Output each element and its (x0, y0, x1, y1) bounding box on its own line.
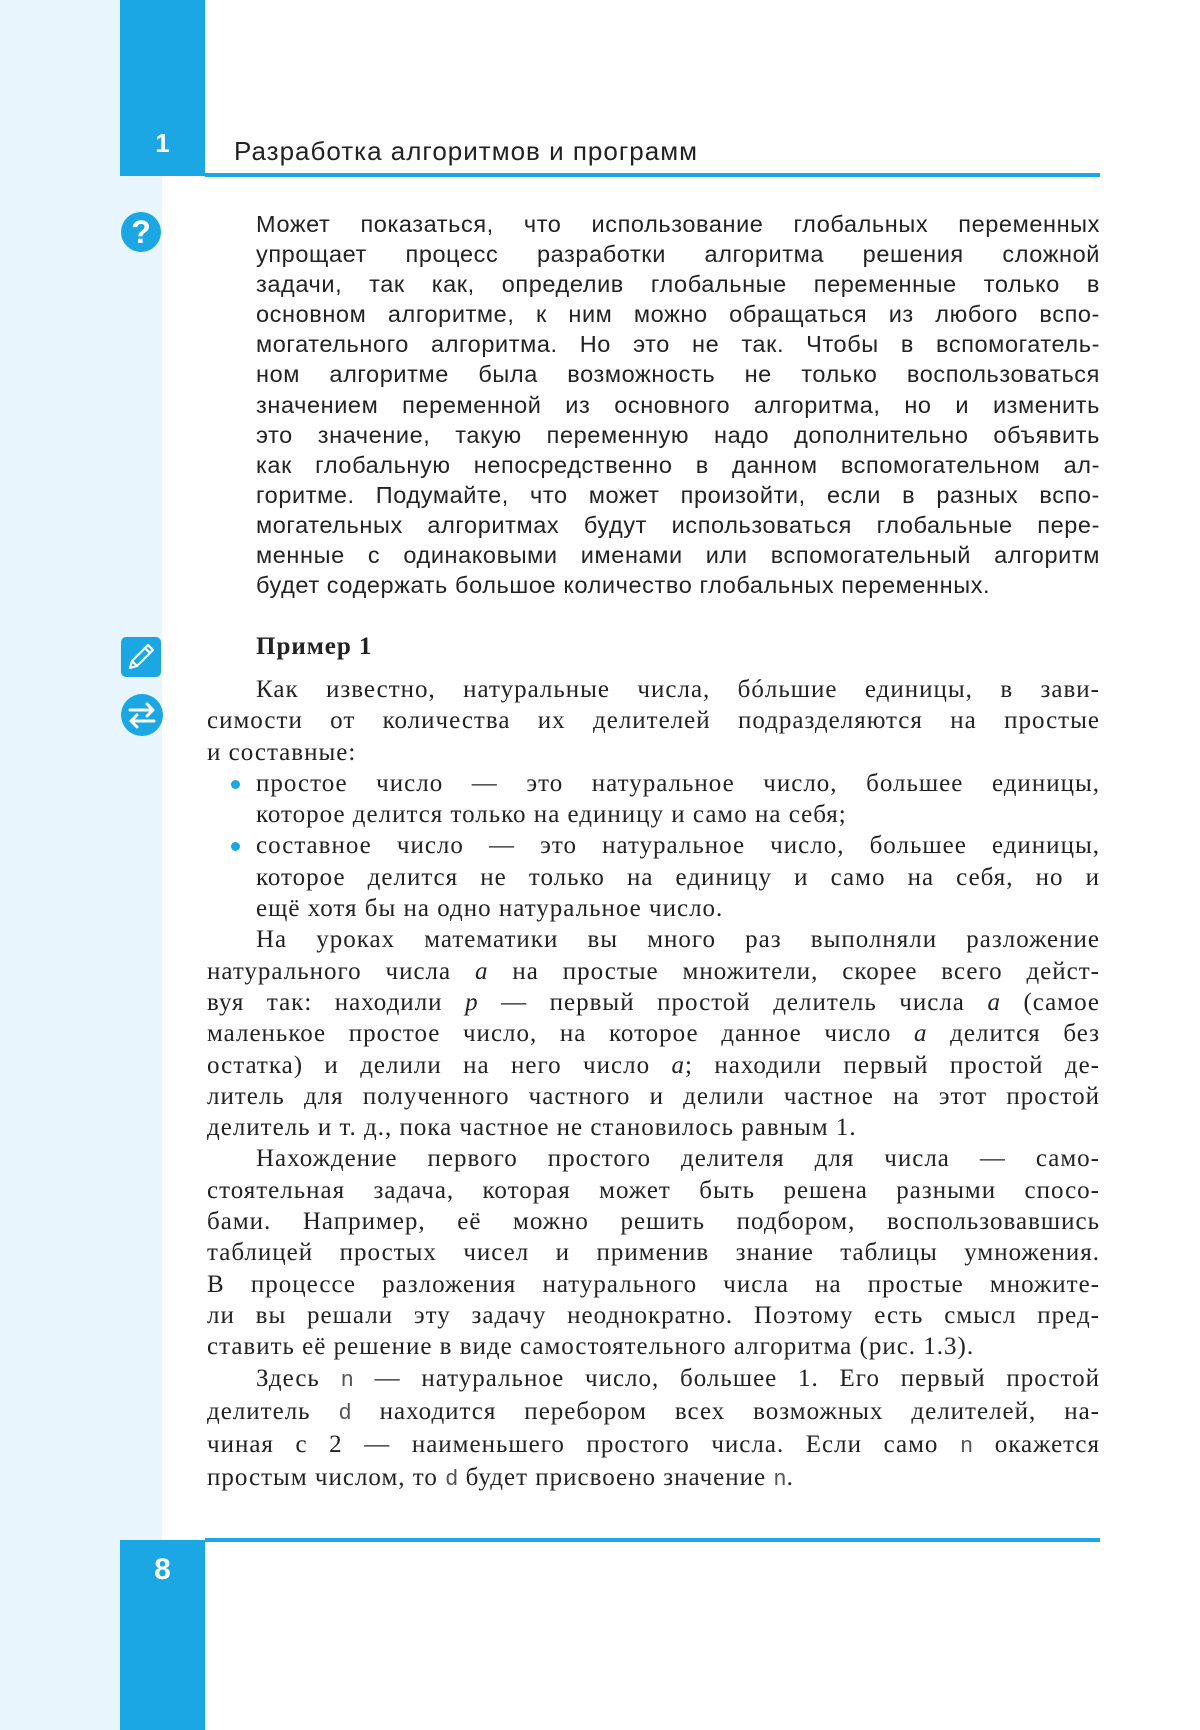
code-variable: n (773, 1467, 787, 1493)
text-line: На уроках математики вы много раз выполняли разложение (256, 926, 1100, 954)
text-line: могательных алгоритмах будут использоваться глобальные пере- (256, 511, 1100, 538)
math-variable: a (475, 957, 489, 985)
example-title: Пример 1 (256, 633, 373, 660)
math-variable: a (987, 988, 1001, 1016)
math-variable: p (465, 988, 479, 1016)
bullet-item-line: составное число — это натуральное число, большее единицы, (207, 830, 1100, 861)
text-line: чиная с 2 — наименьшего простого числа. Если само n окажется (207, 1431, 1100, 1460)
text-line: делитель d находится перебором всех возможных делителей, на- (207, 1397, 1100, 1426)
text-line: Как известно, натуральные числа, бóльшие единицы, в зави- (256, 676, 1100, 703)
code-variable: n (340, 1367, 354, 1393)
swap-arrows-icon (121, 694, 163, 736)
example-body (207, 674, 1100, 1496)
text-line: Здесь n — натуральное число, большее 1. Его первый простой (256, 1364, 1100, 1393)
text-line: симости от количества их делителей подразделяются на простые (207, 707, 1100, 735)
question-icon: ? (121, 212, 161, 252)
text-line: будет содержать большое количество глобальных переменных. (256, 572, 991, 599)
text-line: упрощает процесс разработки алгоритма решения сложной (256, 241, 1100, 268)
page-number: 8 (154, 1553, 171, 1586)
text-line: горитме. Подумайте, что может произойти, если в разных вспо- (256, 481, 1100, 508)
text-line: это значение, такую переменную надо дополнительно объявить (256, 421, 1100, 448)
text-line: натурального числа a на простые множители, скорее всего дейст- (207, 957, 1100, 985)
text-line: таблицей простых чисел и применив знание таблицы умножения. (207, 1239, 1100, 1267)
text-line: литель для полученного частного и делили частное на этот простой (207, 1082, 1100, 1110)
code-variable: n (959, 1434, 974, 1460)
text-line: и составные: (207, 738, 357, 766)
chapter-number: 1 (155, 128, 170, 158)
text-line: бами. Например, её можно решить подбором, воспользовавшись (207, 1208, 1100, 1236)
text-line: делитель и т. д., пока частное не становилось равным 1. (207, 1114, 857, 1142)
math-variable: a (671, 1051, 685, 1079)
text-line: значением переменной из основного алгоритма, но и изменить (256, 391, 1100, 418)
chapter-title: Разработка алгоритмов и программ (234, 136, 698, 166)
header-rule (205, 173, 1100, 177)
code-variable: d (338, 1400, 352, 1426)
text-line: ещё хотя бы на одно натуральное число. (256, 895, 724, 923)
text-line: остатка) и делили на него число a; находили первый простой де- (207, 1051, 1100, 1079)
text-line: которое делится не только на единицу и само на себя, но и (256, 863, 1100, 891)
bullet-icon (231, 780, 240, 789)
text-line: которое делится только на единицу и само на себя; (256, 801, 847, 829)
text-line: ли вы решали эту задачу неоднократно. Поэтому есть смысл пред- (207, 1301, 1100, 1329)
text-line: В процессе разложения натурального числа на простые множите- (207, 1270, 1100, 1298)
text-line: ном алгоритме была возможность не только воспользоваться (256, 361, 1100, 388)
text-line: простым числом, то d будет присвоено значение n. (207, 1464, 794, 1493)
text-line: Может показаться, что использование глобальных переменных (256, 211, 1100, 237)
text-line: Нахождение первого простого делителя для числа — само- (256, 1145, 1100, 1173)
text-line: вуя так: находили p — первый простой делитель числа a (самое (207, 988, 1101, 1016)
text-line: задачи, так как, определив глобальные переменные только в (256, 271, 1100, 298)
bullet-item-line: простое число — это натуральное число, большее единицы, (207, 768, 1100, 799)
text-line: могательного алгоритма. Но это не так. Чтобы в вспомогатель- (256, 331, 1100, 358)
math-variable: a (914, 1020, 928, 1048)
text-line: менные с одинаковыми именами или вспомогательный алгоритм (256, 542, 1100, 569)
margin-strip (0, 0, 162, 1730)
text-line: маленькое простое число, на которое данное число a делится без (207, 1020, 1100, 1048)
code-variable: d (445, 1467, 459, 1493)
question-paragraph (256, 209, 1100, 600)
pencil-icon (121, 637, 161, 677)
bullet-icon (231, 842, 240, 851)
text-line: как глобальную непосредственно в данном вспомогательном ал- (256, 451, 1100, 478)
text-line: стоятельная задача, которая может быть решена разными спосо- (207, 1176, 1100, 1204)
footer-rule (205, 1538, 1100, 1542)
text-line: основном алгоритме, к ним можно обращаться из любого вспо- (256, 301, 1100, 328)
text-line: ставить её решение в виде самостоятельного алгоритма (рис. 1.3). (207, 1333, 975, 1361)
